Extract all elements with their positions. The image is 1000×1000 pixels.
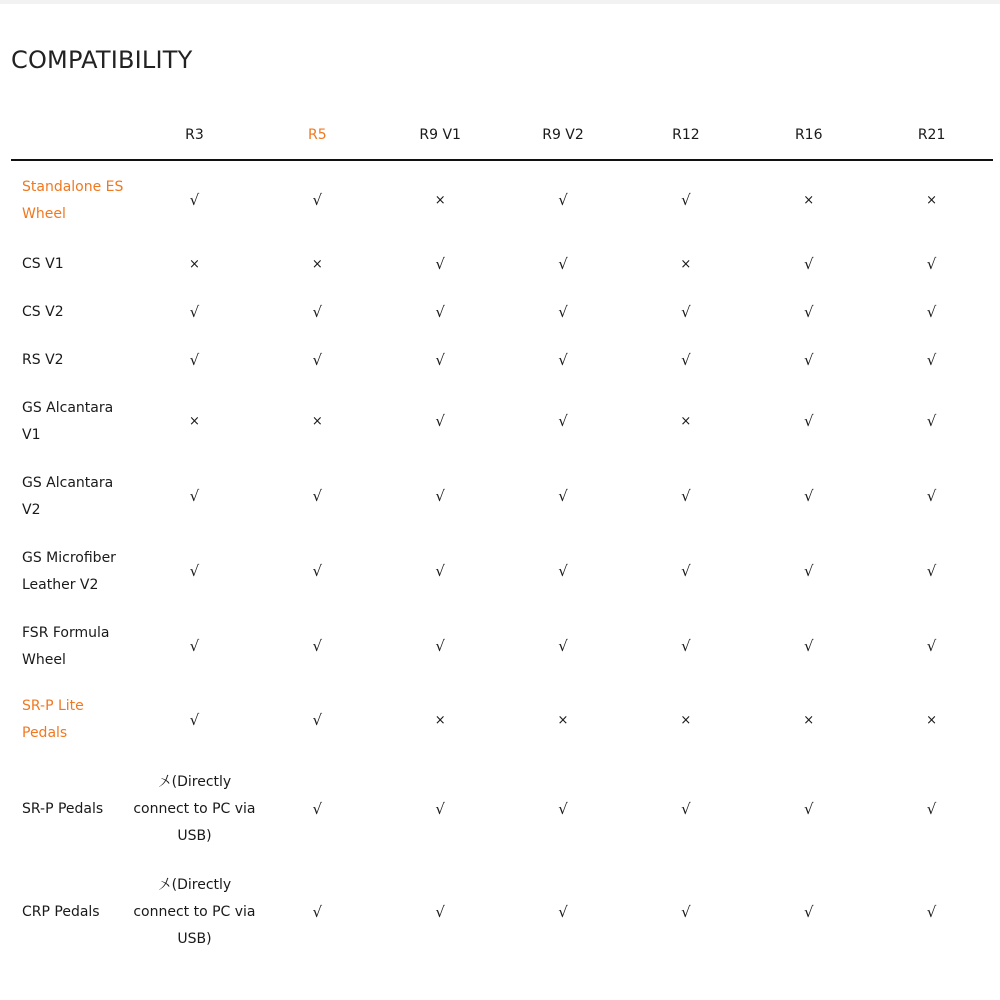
compatible-mark: √	[681, 637, 691, 655]
compatible-mark: √	[312, 302, 323, 321]
incompatible-mark: ×	[311, 414, 323, 429]
compatible-mark: √	[189, 487, 200, 505]
incompatible-mark: ×	[680, 414, 692, 429]
incompatible-mark: ×	[188, 256, 200, 272]
row-label: CS V2	[22, 303, 64, 320]
column-header-r3: R3	[133, 111, 256, 160]
compatible-mark: √	[803, 254, 814, 273]
compatible-mark: √	[435, 637, 445, 655]
compatible-mark: √	[435, 902, 445, 921]
incompatible-mark: ×	[434, 712, 446, 728]
compatible-mark: √	[435, 350, 445, 369]
compatible-mark: √	[803, 487, 814, 505]
compatibility-table	[11, 111, 993, 962]
incompatible-mark: ×	[680, 256, 692, 272]
table-row	[11, 240, 993, 288]
table-row	[11, 684, 993, 756]
row-label: GS Alcantara V1	[22, 399, 114, 443]
compatible-mark: √	[312, 637, 323, 655]
row-label: RS V2	[22, 351, 64, 368]
row-label: GS Microfiber Leather V2	[22, 549, 116, 593]
compatible-mark: √	[558, 191, 568, 209]
compatible-mark: √	[189, 637, 200, 655]
table-row	[11, 609, 993, 684]
compatible-mark: √	[926, 254, 937, 273]
incompatible-mark: ×	[434, 193, 446, 208]
compatible-mark: √	[558, 254, 568, 273]
compatible-mark: √	[189, 562, 200, 580]
column-header-r21: R21	[870, 111, 993, 160]
compatible-mark: √	[926, 637, 937, 655]
compatible-mark: √	[558, 487, 568, 505]
compatible-mark: √	[435, 799, 445, 818]
header-corner	[11, 111, 133, 160]
table-row	[11, 756, 993, 862]
compatible-mark: √	[312, 710, 323, 729]
compatible-mark: √	[312, 191, 323, 209]
compatible-mark: √	[189, 710, 200, 729]
compatible-mark: √	[803, 350, 814, 369]
compatible-mark: √	[435, 302, 445, 321]
compat-note: 〤(Directly connect to PC via USB)	[133, 773, 256, 844]
compatible-mark: √	[435, 254, 445, 273]
compatible-mark: √	[803, 637, 814, 655]
row-label: FSR Formula Wheel	[22, 624, 110, 668]
compatible-mark: √	[803, 412, 814, 430]
compatible-mark: √	[681, 562, 691, 580]
compatible-mark: √	[558, 799, 568, 818]
compatible-mark: √	[312, 799, 323, 818]
incompatible-mark: ×	[557, 712, 569, 728]
compatible-mark: √	[312, 902, 323, 921]
table-row	[11, 160, 993, 240]
row-label: SR-P Lite Pedals	[22, 698, 84, 741]
page-title: COMPATIBILITY	[11, 46, 193, 74]
row-label: GS Alcantara V2	[22, 474, 114, 518]
table-row	[11, 862, 993, 962]
compat-note: 〤(Directly connect to PC via USB)	[133, 876, 256, 947]
compatible-mark: √	[681, 902, 691, 921]
table-row	[11, 288, 993, 336]
compatible-mark: √	[558, 902, 568, 921]
compatible-mark: √	[926, 302, 937, 321]
row-label: SR-P Pedals	[22, 800, 104, 817]
row-label: Standalone ES Wheel	[22, 178, 124, 222]
compatible-mark: √	[312, 487, 323, 505]
compatible-mark: √	[681, 191, 691, 209]
top-bar	[0, 0, 1000, 4]
compatible-mark: √	[435, 412, 445, 430]
compatible-mark: √	[435, 487, 445, 505]
compatible-mark: √	[558, 637, 568, 655]
compatible-mark: √	[926, 562, 937, 580]
incompatible-mark: ×	[803, 712, 815, 728]
incompatible-mark: ×	[926, 712, 938, 728]
compatible-mark: √	[558, 350, 568, 369]
table-row	[11, 534, 993, 609]
compatible-mark: √	[681, 302, 691, 321]
incompatible-mark: ×	[311, 256, 323, 272]
compatible-mark: √	[803, 902, 814, 921]
row-label: CS V1	[22, 255, 64, 272]
column-header-r9-v2: R9 V2	[502, 111, 625, 160]
column-header-r9-v1: R9 V1	[379, 111, 502, 160]
incompatible-mark: ×	[680, 712, 692, 728]
compatible-mark: √	[926, 412, 937, 430]
table-body	[11, 160, 993, 962]
compatible-mark: √	[558, 412, 568, 430]
column-header-r12: R12	[624, 111, 747, 160]
compatible-mark: √	[926, 487, 937, 505]
column-header-r16: R16	[747, 111, 870, 160]
incompatible-mark: ×	[803, 193, 815, 208]
table-row	[11, 384, 993, 459]
table-row	[11, 459, 993, 534]
compatible-mark: √	[435, 562, 445, 580]
compatible-mark: √	[681, 799, 691, 818]
compatible-mark: √	[189, 302, 200, 321]
incompatible-mark: ×	[926, 193, 938, 208]
compatible-mark: √	[558, 562, 568, 580]
compatible-mark: √	[681, 350, 691, 369]
row-label: CRP Pedals	[22, 903, 100, 920]
compatible-mark: √	[926, 799, 937, 818]
compatible-mark: √	[558, 302, 568, 321]
compatible-mark: √	[312, 562, 323, 580]
compatible-mark: √	[189, 350, 200, 369]
compatible-mark: √	[312, 350, 323, 369]
compatible-mark: √	[803, 562, 814, 580]
table-row	[11, 336, 993, 384]
incompatible-mark: ×	[188, 414, 200, 429]
table-header-row	[11, 111, 993, 160]
column-header-r5: R5	[256, 111, 379, 160]
compatible-mark: √	[803, 302, 814, 321]
compatible-mark: √	[926, 350, 937, 369]
compatible-mark: √	[803, 799, 814, 818]
compatible-mark: √	[189, 191, 200, 209]
compatible-mark: √	[681, 487, 691, 505]
compatible-mark: √	[926, 902, 937, 921]
